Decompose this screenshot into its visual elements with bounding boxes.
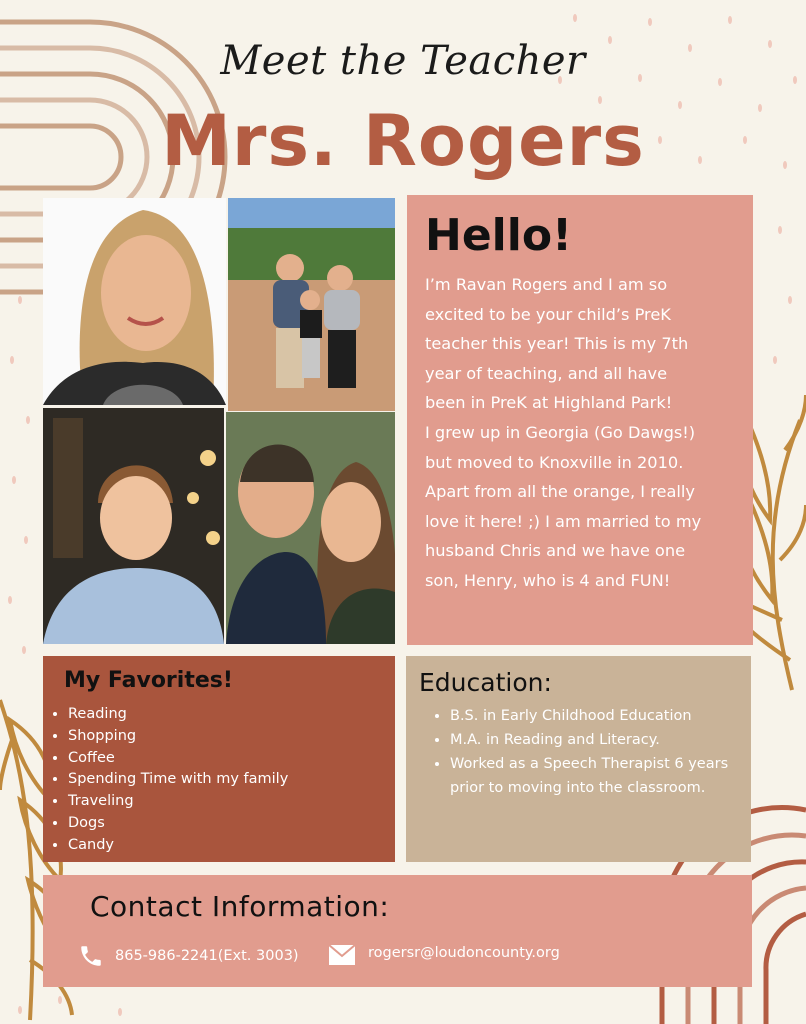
list-item: • B.S. in Early Childhood Education bbox=[450, 704, 745, 728]
hello-heading: Hello! bbox=[425, 210, 573, 261]
page-subtitle: Meet the Teacher bbox=[220, 38, 586, 84]
list-item: • Spending Time with my family bbox=[68, 769, 288, 791]
contact-heading: Contact Information: bbox=[90, 890, 390, 923]
email-address[interactable]: rogersr@loudoncounty.org bbox=[368, 945, 560, 961]
hello-line: Apart from all the orange, I really bbox=[425, 482, 695, 502]
list-item: • Coffee bbox=[68, 748, 288, 770]
hello-line: son, Henry, who is 4 and FUN! bbox=[425, 570, 671, 590]
phone-icon bbox=[78, 942, 104, 970]
list-item: • Shopping bbox=[68, 726, 288, 748]
hello-line: been in PreK at Highland Park! bbox=[425, 393, 673, 413]
hello-line: year of teaching, and all have bbox=[425, 363, 668, 383]
family-baseball-field-photo bbox=[228, 198, 395, 411]
photo-collage bbox=[43, 198, 395, 644]
hello-line: husband Chris and we have one bbox=[425, 541, 686, 561]
teacher-portrait-photo bbox=[43, 198, 226, 405]
mail-icon bbox=[328, 944, 356, 966]
list-item: • Worked as a Speech Therapist 6 years prior to moving into the classroom. bbox=[450, 752, 745, 800]
list-item: • Candy bbox=[68, 835, 288, 857]
education-list bbox=[430, 704, 745, 800]
hello-line: I grew up in Georgia (Go Dawgs!) bbox=[425, 422, 696, 442]
favorites-heading: My Favorites! bbox=[64, 668, 233, 693]
hello-line: I’m Ravan Rogers and I am so bbox=[425, 275, 668, 294]
favorites-list bbox=[48, 704, 288, 857]
phone-number[interactable]: 865-986-2241(Ext. 3003) bbox=[115, 948, 299, 964]
hello-line: love it here! ;) I am married to my bbox=[425, 511, 702, 531]
list-item: • Dogs bbox=[68, 813, 288, 835]
list-item: • Traveling bbox=[68, 791, 288, 813]
hello-paragraph bbox=[425, 270, 740, 596]
hello-line: but moved to Knoxville in 2010. bbox=[425, 452, 684, 472]
page-title: Mrs. Rogers bbox=[161, 100, 645, 182]
son-portrait-photo bbox=[43, 408, 224, 644]
hello-line: excited to be your child’s PreK bbox=[425, 304, 671, 324]
list-item: • Reading bbox=[68, 704, 288, 726]
list-item: • M.A. in Reading and Literacy. bbox=[450, 728, 745, 752]
couple-selfie-photo bbox=[226, 412, 395, 644]
education-heading: Education: bbox=[419, 668, 552, 697]
hello-line: teacher this year! This is my 7th bbox=[425, 334, 689, 354]
